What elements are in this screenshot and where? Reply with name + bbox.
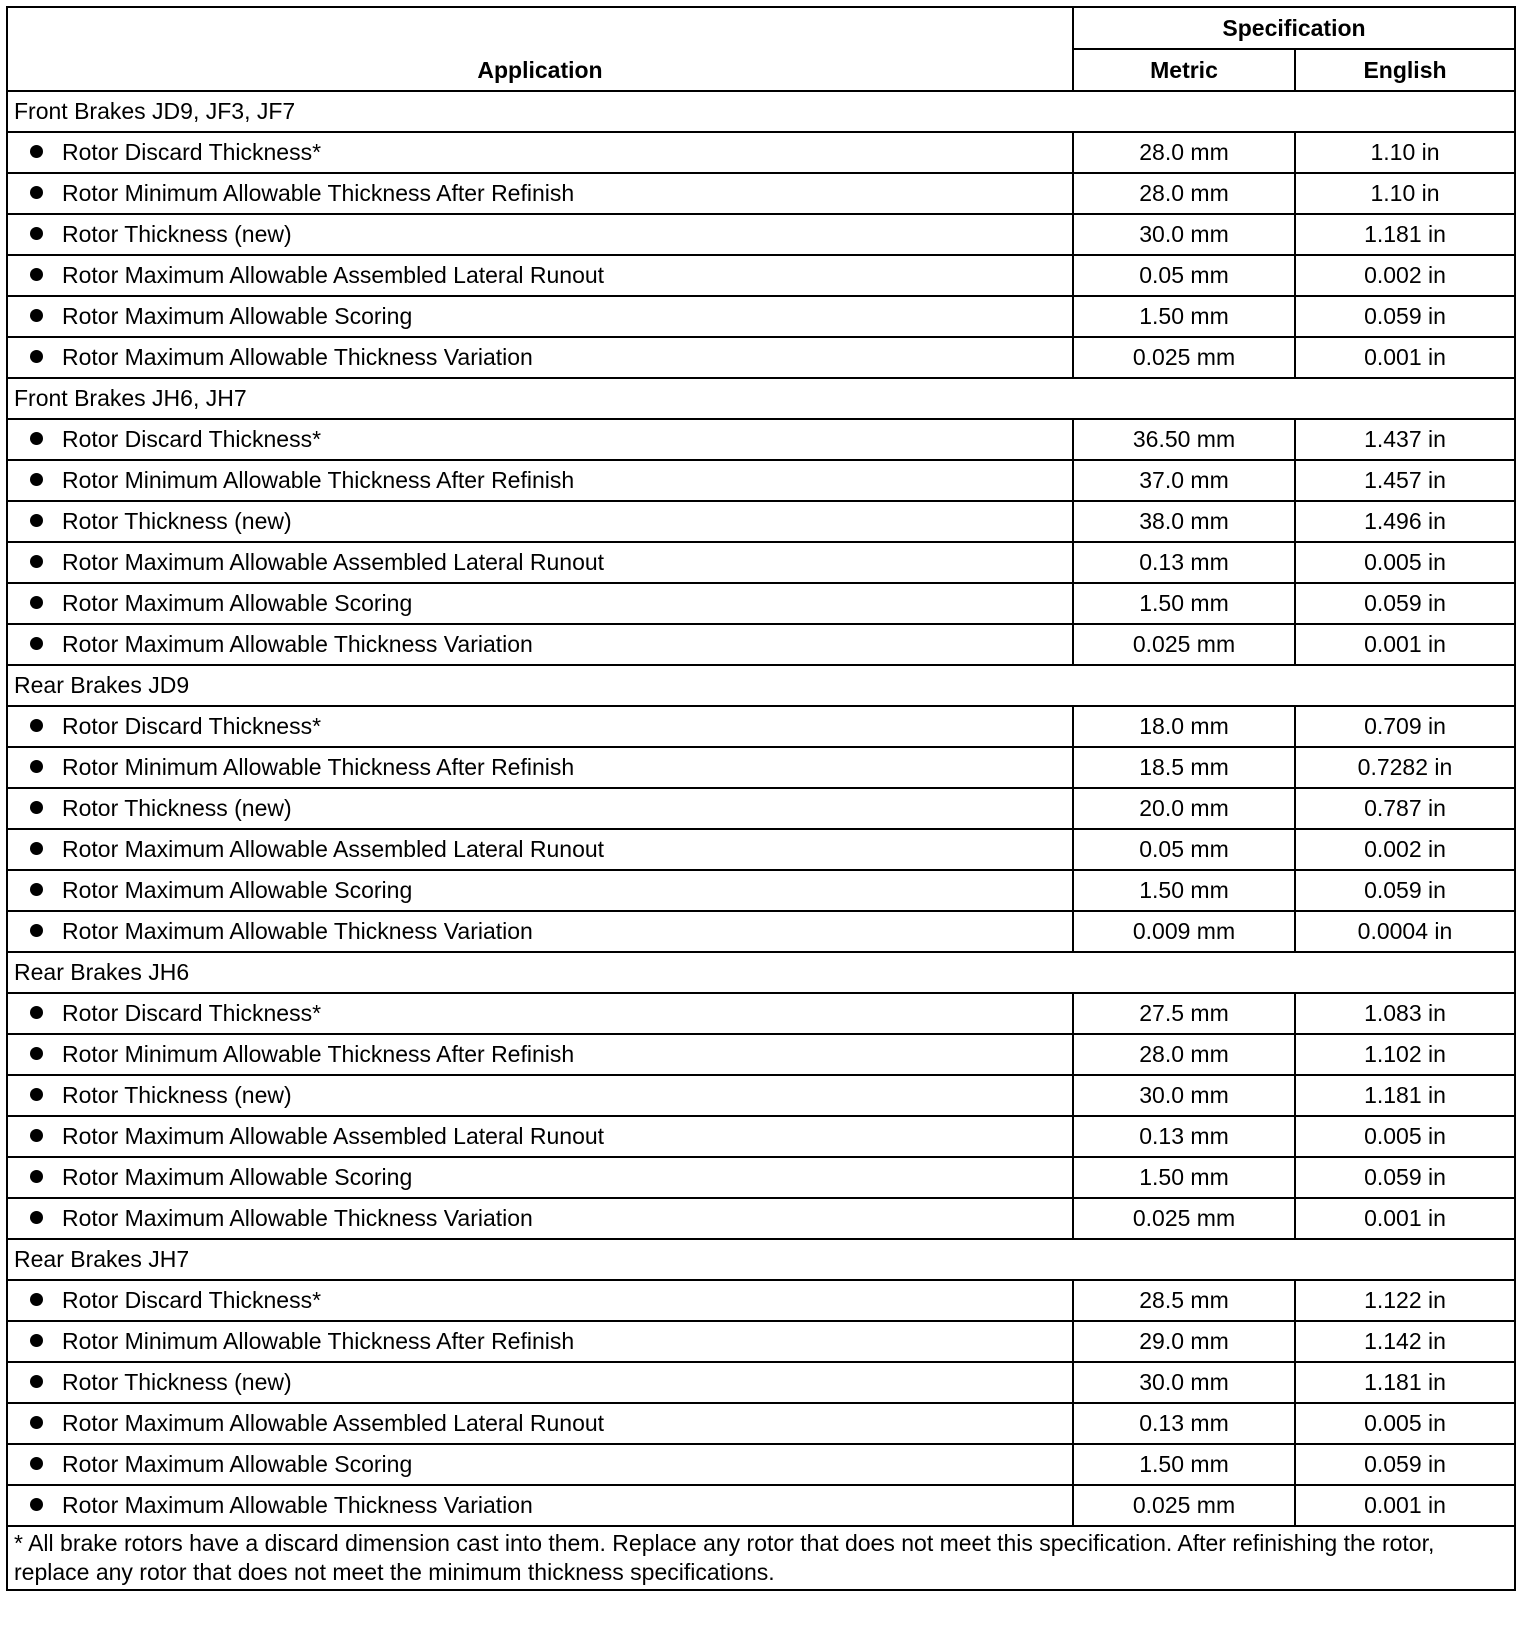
metric-value: 0.13 mm bbox=[1073, 1403, 1295, 1444]
application-label: Rotor Maximum Allowable Assembled Lateral Runout bbox=[62, 836, 605, 862]
metric-value: 0.025 mm bbox=[1073, 624, 1295, 665]
table-row bbox=[7, 1280, 1515, 1321]
application-cell bbox=[7, 911, 1073, 952]
group-title: Rear Brakes JH6 bbox=[7, 952, 1515, 993]
bullet-icon bbox=[30, 1375, 43, 1388]
english-value: 0.005 in bbox=[1295, 1403, 1515, 1444]
application-label: Rotor Minimum Allowable Thickness After Refinish bbox=[62, 467, 575, 493]
english-value: 0.001 in bbox=[1295, 624, 1515, 665]
bullet-icon bbox=[30, 719, 43, 732]
metric-value: 30.0 mm bbox=[1073, 214, 1295, 255]
table-row bbox=[7, 419, 1515, 460]
table-row bbox=[7, 1116, 1515, 1157]
english-value: 0.001 in bbox=[1295, 1485, 1515, 1526]
bullet-icon bbox=[30, 473, 43, 486]
application-cell bbox=[7, 1444, 1073, 1485]
metric-value: 18.5 mm bbox=[1073, 747, 1295, 788]
application-cell bbox=[7, 542, 1073, 583]
bullet-icon bbox=[30, 1129, 43, 1142]
application-label: Rotor Thickness (new) bbox=[62, 508, 292, 534]
english-value: 1.10 in bbox=[1295, 173, 1515, 214]
application-label: Rotor Minimum Allowable Thickness After Refinish bbox=[62, 180, 575, 206]
application-cell bbox=[7, 1116, 1073, 1157]
header-row-top bbox=[7, 7, 1515, 49]
metric-value: 27.5 mm bbox=[1073, 993, 1295, 1034]
english-value: 0.059 in bbox=[1295, 1157, 1515, 1198]
application-label: Rotor Maximum Allowable Assembled Lateral Runout bbox=[62, 1410, 605, 1436]
application-label: Rotor Maximum Allowable Thickness Variation bbox=[62, 344, 533, 370]
bullet-icon bbox=[30, 801, 43, 814]
application-cell bbox=[7, 1485, 1073, 1526]
application-label: Rotor Maximum Allowable Thickness Variation bbox=[62, 1205, 533, 1231]
english-value: 0.002 in bbox=[1295, 829, 1515, 870]
table-row bbox=[7, 870, 1515, 911]
application-cell bbox=[7, 870, 1073, 911]
metric-value: 38.0 mm bbox=[1073, 501, 1295, 542]
table-row bbox=[7, 255, 1515, 296]
english-value: 1.181 in bbox=[1295, 214, 1515, 255]
group-header-row bbox=[7, 1239, 1515, 1280]
application-label: Rotor Maximum Allowable Scoring bbox=[62, 303, 413, 329]
application-cell bbox=[7, 706, 1073, 747]
table-row bbox=[7, 1198, 1515, 1239]
metric-value: 0.13 mm bbox=[1073, 1116, 1295, 1157]
footnote: * All brake rotors have a discard dimension cast into them. Replace any rotor that does not meet this specification. After refinishing the rotor, replace any rotor that does not meet the minimum thickness specifications. bbox=[7, 1526, 1515, 1590]
group-header-row bbox=[7, 378, 1515, 419]
bullet-icon bbox=[30, 760, 43, 773]
application-label: Rotor Discard Thickness* bbox=[62, 1287, 322, 1313]
metric-value: 1.50 mm bbox=[1073, 296, 1295, 337]
english-value: 1.122 in bbox=[1295, 1280, 1515, 1321]
application-cell bbox=[7, 419, 1073, 460]
table-row bbox=[7, 1403, 1515, 1444]
metric-value: 36.50 mm bbox=[1073, 419, 1295, 460]
metric-value: 1.50 mm bbox=[1073, 1444, 1295, 1485]
table-row bbox=[7, 1075, 1515, 1116]
metric-value: 0.05 mm bbox=[1073, 829, 1295, 870]
spec-table-body bbox=[7, 91, 1515, 1526]
table-row bbox=[7, 1157, 1515, 1198]
application-cell bbox=[7, 132, 1073, 173]
bullet-icon bbox=[30, 1088, 43, 1101]
table-row bbox=[7, 542, 1515, 583]
metric-value: 0.05 mm bbox=[1073, 255, 1295, 296]
brake-rotor-spec-table bbox=[6, 6, 1516, 1591]
english-value: 1.181 in bbox=[1295, 1075, 1515, 1116]
application-label: Rotor Thickness (new) bbox=[62, 795, 292, 821]
english-value: 0.059 in bbox=[1295, 1444, 1515, 1485]
table-row bbox=[7, 1321, 1515, 1362]
bullet-icon bbox=[30, 842, 43, 855]
application-label: Rotor Thickness (new) bbox=[62, 1082, 292, 1108]
english-value: 0.787 in bbox=[1295, 788, 1515, 829]
application-cell bbox=[7, 1198, 1073, 1239]
application-label: Rotor Discard Thickness* bbox=[62, 426, 322, 452]
english-value: 0.709 in bbox=[1295, 706, 1515, 747]
bullet-icon bbox=[30, 1170, 43, 1183]
application-label: Rotor Maximum Allowable Assembled Lateral Runout bbox=[62, 262, 605, 288]
metric-value: 0.13 mm bbox=[1073, 542, 1295, 583]
bullet-icon bbox=[30, 1334, 43, 1347]
bullet-icon bbox=[30, 924, 43, 937]
application-cell bbox=[7, 501, 1073, 542]
metric-value: 29.0 mm bbox=[1073, 1321, 1295, 1362]
group-header-row bbox=[7, 91, 1515, 132]
bullet-icon bbox=[30, 1006, 43, 1019]
metric-value: 30.0 mm bbox=[1073, 1362, 1295, 1403]
bullet-icon bbox=[30, 1498, 43, 1511]
application-label: Rotor Maximum Allowable Thickness Variation bbox=[62, 1492, 533, 1518]
bullet-icon bbox=[30, 432, 43, 445]
application-label: Rotor Discard Thickness* bbox=[62, 1000, 322, 1026]
bullet-icon bbox=[30, 1047, 43, 1060]
application-cell bbox=[7, 255, 1073, 296]
english-header: English bbox=[1295, 49, 1515, 91]
table-row bbox=[7, 993, 1515, 1034]
table-row bbox=[7, 911, 1515, 952]
application-label: Rotor Maximum Allowable Assembled Lateral Runout bbox=[62, 1123, 605, 1149]
bullet-icon bbox=[30, 1293, 43, 1306]
application-label: Rotor Maximum Allowable Assembled Lateral Runout bbox=[62, 549, 605, 575]
application-cell bbox=[7, 1034, 1073, 1075]
application-label: Rotor Discard Thickness* bbox=[62, 713, 322, 739]
english-value: 1.496 in bbox=[1295, 501, 1515, 542]
bullet-icon bbox=[30, 186, 43, 199]
metric-value: 1.50 mm bbox=[1073, 583, 1295, 624]
table-row bbox=[7, 296, 1515, 337]
english-value: 0.002 in bbox=[1295, 255, 1515, 296]
group-title: Rear Brakes JD9 bbox=[7, 665, 1515, 706]
group-header-row bbox=[7, 665, 1515, 706]
english-value: 0.005 in bbox=[1295, 542, 1515, 583]
application-cell bbox=[7, 460, 1073, 501]
application-cell bbox=[7, 337, 1073, 378]
bullet-icon bbox=[30, 309, 43, 322]
table-row bbox=[7, 1485, 1515, 1526]
bullet-icon bbox=[30, 1211, 43, 1224]
application-cell bbox=[7, 214, 1073, 255]
english-value: 0.001 in bbox=[1295, 1198, 1515, 1239]
application-label: Rotor Minimum Allowable Thickness After Refinish bbox=[62, 754, 575, 780]
english-value: 1.142 in bbox=[1295, 1321, 1515, 1362]
table-row bbox=[7, 1034, 1515, 1075]
english-value: 0.059 in bbox=[1295, 296, 1515, 337]
english-value: 1.181 in bbox=[1295, 1362, 1515, 1403]
group-title: Front Brakes JD9, JF3, JF7 bbox=[7, 91, 1515, 132]
table-row bbox=[7, 624, 1515, 665]
table-row bbox=[7, 583, 1515, 624]
application-cell bbox=[7, 829, 1073, 870]
english-value: 0.001 in bbox=[1295, 337, 1515, 378]
application-cell bbox=[7, 583, 1073, 624]
table-row bbox=[7, 173, 1515, 214]
application-cell bbox=[7, 1403, 1073, 1444]
english-value: 0.7282 in bbox=[1295, 747, 1515, 788]
application-label: Rotor Maximum Allowable Scoring bbox=[62, 1164, 413, 1190]
application-label: Rotor Thickness (new) bbox=[62, 1369, 292, 1395]
application-header: Application bbox=[7, 7, 1073, 91]
spec-table-container bbox=[6, 6, 1514, 1591]
table-row bbox=[7, 1362, 1515, 1403]
application-cell bbox=[7, 1280, 1073, 1321]
table-row bbox=[7, 706, 1515, 747]
application-cell bbox=[7, 1362, 1073, 1403]
bullet-icon bbox=[30, 227, 43, 240]
application-cell bbox=[7, 1075, 1073, 1116]
metric-value: 0.025 mm bbox=[1073, 1198, 1295, 1239]
metric-value: 28.0 mm bbox=[1073, 1034, 1295, 1075]
bullet-icon bbox=[30, 883, 43, 896]
application-label: Rotor Thickness (new) bbox=[62, 221, 292, 247]
group-title: Front Brakes JH6, JH7 bbox=[7, 378, 1515, 419]
metric-value: 1.50 mm bbox=[1073, 870, 1295, 911]
application-cell bbox=[7, 173, 1073, 214]
table-row bbox=[7, 132, 1515, 173]
metric-value: 1.50 mm bbox=[1073, 1157, 1295, 1198]
application-cell bbox=[7, 747, 1073, 788]
bullet-icon bbox=[30, 637, 43, 650]
application-cell bbox=[7, 296, 1073, 337]
table-row bbox=[7, 214, 1515, 255]
metric-value: 20.0 mm bbox=[1073, 788, 1295, 829]
english-value: 1.457 in bbox=[1295, 460, 1515, 501]
metric-value: 28.0 mm bbox=[1073, 173, 1295, 214]
metric-header: Metric bbox=[1073, 49, 1295, 91]
application-cell bbox=[7, 624, 1073, 665]
application-cell bbox=[7, 788, 1073, 829]
application-label: Rotor Maximum Allowable Scoring bbox=[62, 1451, 413, 1477]
bullet-icon bbox=[30, 268, 43, 281]
application-label: Rotor Maximum Allowable Thickness Variation bbox=[62, 918, 533, 944]
bullet-icon bbox=[30, 350, 43, 363]
table-row bbox=[7, 829, 1515, 870]
english-value: 1.102 in bbox=[1295, 1034, 1515, 1075]
group-title: Rear Brakes JH7 bbox=[7, 1239, 1515, 1280]
metric-value: 28.5 mm bbox=[1073, 1280, 1295, 1321]
application-cell bbox=[7, 993, 1073, 1034]
bullet-icon bbox=[30, 145, 43, 158]
table-row bbox=[7, 1444, 1515, 1485]
english-value: 0.059 in bbox=[1295, 583, 1515, 624]
table-row bbox=[7, 788, 1515, 829]
application-cell bbox=[7, 1157, 1073, 1198]
application-label: Rotor Maximum Allowable Scoring bbox=[62, 877, 413, 903]
english-value: 0.005 in bbox=[1295, 1116, 1515, 1157]
specification-header: Specification bbox=[1073, 7, 1515, 49]
application-label: Rotor Discard Thickness* bbox=[62, 139, 322, 165]
application-label: Rotor Minimum Allowable Thickness After Refinish bbox=[62, 1041, 575, 1067]
table-row bbox=[7, 337, 1515, 378]
application-label: Rotor Maximum Allowable Thickness Variation bbox=[62, 631, 533, 657]
application-label: Rotor Minimum Allowable Thickness After Refinish bbox=[62, 1328, 575, 1354]
group-header-row bbox=[7, 952, 1515, 993]
table-row bbox=[7, 460, 1515, 501]
english-value: 0.059 in bbox=[1295, 870, 1515, 911]
bullet-icon bbox=[30, 514, 43, 527]
metric-value: 0.009 mm bbox=[1073, 911, 1295, 952]
metric-value: 18.0 mm bbox=[1073, 706, 1295, 747]
table-row bbox=[7, 747, 1515, 788]
bullet-icon bbox=[30, 1416, 43, 1429]
metric-value: 0.025 mm bbox=[1073, 1485, 1295, 1526]
english-value: 1.10 in bbox=[1295, 132, 1515, 173]
english-value: 0.0004 in bbox=[1295, 911, 1515, 952]
bullet-icon bbox=[30, 596, 43, 609]
application-label: Rotor Maximum Allowable Scoring bbox=[62, 590, 413, 616]
metric-value: 28.0 mm bbox=[1073, 132, 1295, 173]
english-value: 1.437 in bbox=[1295, 419, 1515, 460]
metric-value: 30.0 mm bbox=[1073, 1075, 1295, 1116]
footnote-row bbox=[7, 1526, 1515, 1590]
metric-value: 37.0 mm bbox=[1073, 460, 1295, 501]
bullet-icon bbox=[30, 1457, 43, 1470]
english-value: 1.083 in bbox=[1295, 993, 1515, 1034]
application-cell bbox=[7, 1321, 1073, 1362]
table-row bbox=[7, 501, 1515, 542]
bullet-icon bbox=[30, 555, 43, 568]
metric-value: 0.025 mm bbox=[1073, 337, 1295, 378]
